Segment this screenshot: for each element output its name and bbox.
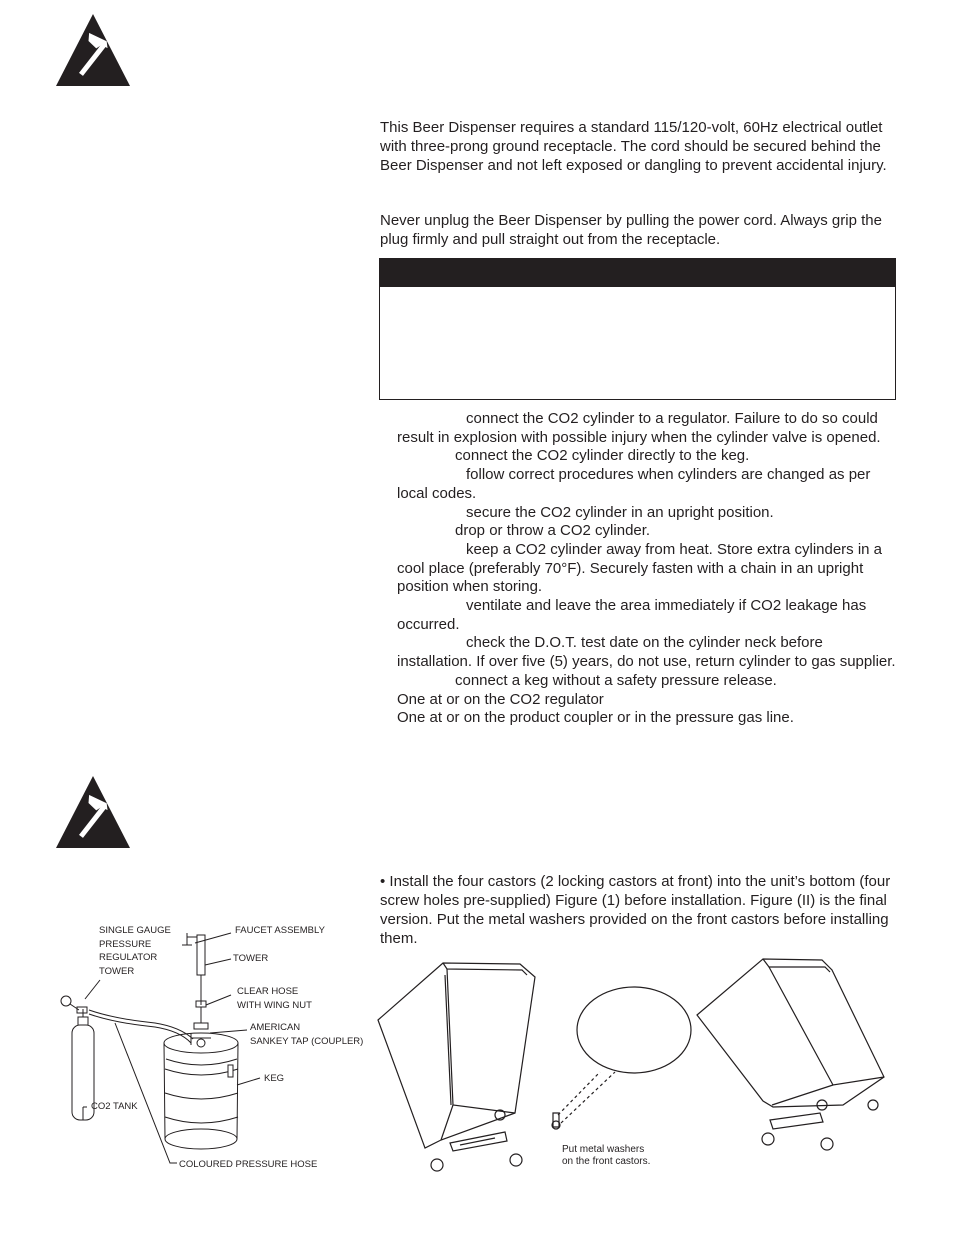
unplug-paragraph: Never unplug the Beer Dispenser by pulling the power cord. Always grip the plug firmly and pull straight out from the receptacle.: [380, 212, 882, 248]
list-item: connect the CO2 cylinder directly to the keg.: [455, 447, 750, 465]
hammer-warning-icon: [56, 776, 130, 848]
power-paragraph: This Beer Dispenser requires a standard 115/120-volt, 60Hz electrical outlet with three-prong ground receptacle. The cord should be secured behind the Beer Dispenser and not left exposed or dangling to prevent accidental injury.: [380, 119, 887, 174]
keg-label: KEG: [264, 1073, 285, 1084]
list-item: ventilate and leave the area immediately if CO2 leakage has occurred.: [397, 597, 867, 633]
sankey-label: AMERICAN SANKEY TAP (COUPLER): [250, 1022, 364, 1047]
list-item: One at or on the product coupler or in the pressure gas line.: [397, 709, 794, 727]
list-item: secure the CO2 cylinder in an upright position.: [466, 503, 774, 521]
castor-instruction: • Install the four castors (2 locking castors at front) into the unit’s bottom (four screw holes pre-supplied) Figure (1) before installation. Figure (II) is the final version. Put the metal washers provided on the front castors before installing them.: [380, 873, 891, 947]
faucet-label: FAUCET ASSEMBLY: [235, 925, 325, 936]
co2-tank-label: CO2 TANK: [91, 1101, 138, 1112]
warning-box: [379, 258, 896, 400]
co2-warning-list: [397, 410, 897, 728]
warning-box-header: [380, 259, 895, 287]
list-item: connect a keg without a safety pressure release.: [455, 671, 777, 689]
clear-hose-label: CLEAR HOSE WITH WING NUT: [237, 986, 312, 1011]
list-item: follow correct procedures when cylinders are changed as per local codes.: [397, 466, 871, 502]
list-item: keep a CO2 cylinder away from heat. Store extra cylinders in a cool place (preferably 70°F). Securely fasten with a chain in an upright position when storing.: [397, 540, 883, 596]
list-item: One at or on the CO2 regulator: [397, 690, 604, 708]
hammer-warning-icon: [56, 14, 130, 86]
pressure-hose-label: COLOURED PRESSURE HOSE: [179, 1159, 318, 1170]
washer-callout: Put metal washers on the front castors.: [562, 1144, 651, 1167]
list-item: check the D.O.T. test date on the cylinder neck before installation. If over five (5) years, do not use, return cylinder to gas supplier.: [397, 634, 896, 671]
regulator-label: SINGLE GAUGE PRESSURE REGULATOR TOWER: [99, 925, 171, 977]
tower-label: TOWER: [233, 953, 269, 964]
list-item: drop or throw a CO2 cylinder.: [455, 522, 651, 540]
list-item: connect the CO2 cylinder to a regulator. Failure to do so could result in explosion with possible injury when the cylinder valve is opened.: [397, 410, 881, 446]
